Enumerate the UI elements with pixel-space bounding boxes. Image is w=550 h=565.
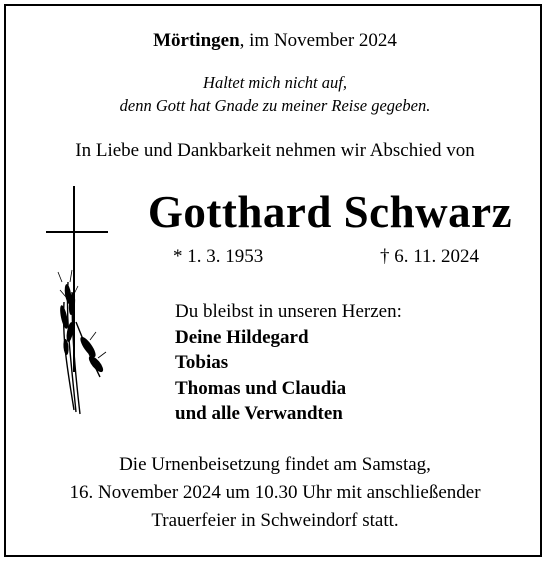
date-text: , im November 2024	[239, 30, 397, 51]
farewell-intro: In Liebe und Dankbarkeit nehmen wir Abschied von	[75, 140, 475, 161]
verse-line-1: Haltet mich nicht auf,	[203, 73, 347, 92]
mourner-name: Thomas und Claudia	[175, 377, 347, 399]
mourner-name: Deine Hildegard	[175, 326, 309, 348]
cross-with-wheat-icon	[40, 182, 120, 422]
mourner-name: und alle Verwandten	[175, 403, 343, 424]
verse-line-2: denn Gott hat Gnade zu meiner Reise gegeben.	[119, 96, 431, 115]
funeral-info-line-3: Trauerfeier in Schweindorf statt.	[151, 510, 399, 531]
place-date-line	[0, 30, 550, 52]
mourners-lead: Du bleibst in unseren Herzen:	[175, 301, 402, 322]
mourner-name: Tobias	[175, 352, 229, 373]
mourners-block	[175, 299, 402, 427]
deceased-name: Gotthard Schwarz	[147, 187, 513, 237]
death-date: † 6. 11. 2024	[380, 246, 480, 267]
funeral-info-line-2: 16. November 2024 um 10.30 Uhr mit anschließender	[69, 482, 481, 503]
birth-date: * 1. 3. 1953	[173, 246, 264, 267]
funeral-info-line-1: Die Urnenbeisetzung findet am Samstag,	[119, 454, 431, 475]
place-name: Mörtingen	[153, 30, 240, 51]
